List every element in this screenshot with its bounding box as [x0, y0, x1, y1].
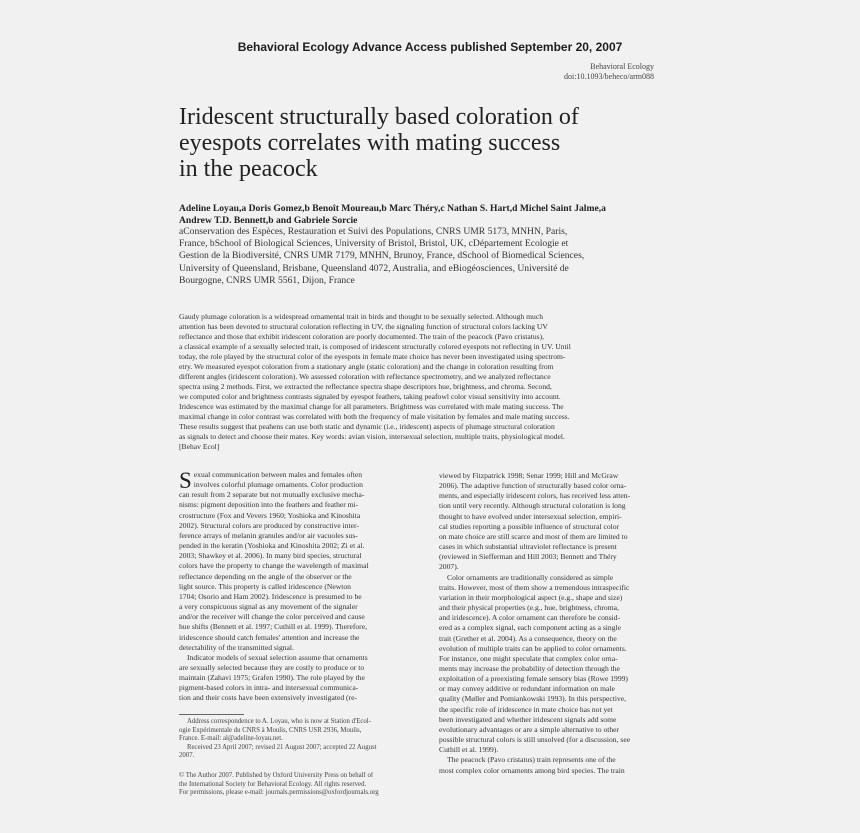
body-line: pigment-based colors in intra- and intersexual communica-	[179, 683, 359, 693]
body-line: and/or the receiver will change the color perceived and cause	[179, 612, 365, 622]
footnote-line: 2007.	[179, 752, 195, 760]
abstract-line: Gaudy plumage coloration is a widespread ornamental trait in birds and thought to be sexually selected. Although much	[179, 312, 543, 321]
journal-name: Behavioral Ecology	[590, 62, 654, 71]
author-list	[179, 203, 679, 227]
title-line: eyespots correlates with mating success	[179, 130, 561, 156]
body-line: 2006). The adaptive function of structurally based color orna-	[439, 481, 627, 491]
body-line: light source. This property is called iridescence (Newton	[179, 581, 351, 591]
title-line: Iridescent structurally based coloration of	[179, 104, 579, 130]
affiliation-line: University of Queensland, Brisbane, Queensland 4072, Australia, and eBiogéosciences, Université de	[179, 262, 569, 274]
abstract-line: maximal change in color contrast was correlated with both the frequency of male visitation by females and male mating success.	[179, 412, 570, 421]
abstract-line: today, the role played by the structural color of the eyespots in female mate choice has never been investigated using spectrom-	[179, 352, 566, 361]
body-line: cases in which substantial ultraviolet reflectance is present	[439, 542, 617, 552]
body-line: quality (Møller and Pomiankowski 1993). In this perspective,	[439, 694, 627, 704]
body-line: pended in the keratin (Yoshioka and Kinoshita 2002; Zi et al.	[179, 541, 365, 551]
affiliation-line: Bourgogne, CNRS UMR 5561, Dijon, France	[179, 274, 355, 286]
affiliation-line: Gestion de la Biodiversité, CNRS UMR 7179, MNHN, Brunoy, France, dSchool of Biomedical Sciences,	[179, 250, 585, 262]
body-line: ments may increase the probability of detection through the	[439, 663, 620, 673]
body-line: and their physical properties (e.g., hue, brightness, chroma,	[439, 603, 619, 613]
affiliations	[179, 226, 679, 287]
footnote-line: Received 23 April 2007; revised 21 August 2007; accepted 22 August	[187, 743, 377, 751]
body-line: involves colorful plumage ornaments. Color production	[193, 480, 363, 490]
body-line: (reviewed in Siefferman and Hill 2003; Bennett and Théry	[439, 552, 617, 562]
abstract-line: Iridescence was estimated by the maximal change for all parameters. Brightness was correlated with male mating success. The	[179, 402, 564, 411]
body-line: For instance, one might speculate that complex color orna-	[439, 653, 618, 663]
footnote-line: For permissions, please e-mail: journals.permissions@oxfordjournals.org	[179, 789, 379, 797]
abstract-line: [Behav Ecol]	[179, 442, 220, 451]
body-line: tion and their costs have been extensively investigated (re-	[179, 693, 357, 703]
abstract-line: etry. We measured eyespot coloration from a stationary angle (static coloration) and the change in coloration resulting from	[179, 362, 554, 371]
body-line: ered as a complex signal, each component acting as a single	[439, 623, 621, 633]
footnote-line: Address correspondence to A. Loyau, who is now at Station d'Ecol-	[187, 718, 371, 725]
abstract-line: as signals to detect and choose their mates. Key words: avian vision, intersexual selection, multiple traits, physiological model.	[179, 432, 565, 441]
abstract-line: a classical example of a sexually selected trait, is composed of iridescent structurally colored eyespots not reflecting in UV. Until	[179, 342, 571, 351]
body-line: on mate choice are still scarce and most of them are limited to	[439, 531, 628, 541]
body-line: tion until very recently. Although structural coloration is long	[439, 501, 626, 511]
abstract-line: These results suggest that peahens can use both static and dynamic (i.e., iridescent) aspects of plumage structural coloration	[179, 422, 555, 431]
body-line: reflectance depending on the angle of the observer or the	[179, 571, 352, 581]
body-line: iridescence should catch females' attention and increase the	[179, 632, 360, 642]
body-line: Cuthill et al. 1999).	[439, 745, 499, 755]
footnote-divider	[179, 714, 244, 715]
abstract	[179, 312, 683, 452]
copyright-footnote	[179, 772, 424, 798]
author-line: Adeline Loyau,a Doris Gomez,b Benoît Moureau,b Marc Théry,c Nathan S. Hart,d Michel Saint Jalme,a	[179, 203, 606, 214]
body-line: a very conspicuous signal as any movement of the signaler	[179, 602, 358, 612]
body-line: 2003; Shawkey et al. 2006). In many bird species, structural	[179, 551, 362, 561]
body-line: cal studies reporting a possible influence of structural color	[439, 521, 620, 531]
body-line: ference arrays of melanin granules and/or air vacuoles sus-	[179, 530, 358, 540]
correspondence-footnote	[179, 718, 424, 761]
footnote-line: ogie Expérimentale du CNRS à Moulis, CNRS USR 2936, Moulis,	[179, 726, 362, 734]
body-line: most complex color ornaments among bird species. The train	[439, 765, 625, 775]
body-line: ments, and especially iridescent colors, has received less atten-	[439, 491, 631, 501]
body-line: viewed by Fitzpatrick 1998; Senar 1999; Hill and McGraw	[439, 471, 619, 480]
body-line: exual communication between males and females often	[193, 470, 363, 479]
body-line: colors have the property to change the wavelength of maximal	[179, 561, 369, 571]
body-line: the specific role of iridescence in mate choice has not yet	[439, 704, 613, 714]
abstract-line: spectra using 2 methods. First, we extracted the reflectance spectra shape descriptors hue, brightness, and chroma. Second,	[179, 382, 552, 391]
body-line: trait (Grether et al. 2004). As a consequence, theory on the	[439, 633, 617, 643]
body-line: can result from 2 separate but not mutually exclusive mecha-	[179, 490, 365, 500]
footnote-line: the International Society for Behavioral Ecology. All rights reserved.	[179, 780, 367, 788]
abstract-line: different angles (iridescent coloration). We assessed coloration with reflectance spectrometry, and we analyzed reflectance	[179, 372, 551, 381]
title-line: in the peacock	[179, 156, 318, 182]
body-line: are sexually selected because they are costly to produce or to	[179, 662, 365, 672]
body-line: nisms: pigment deposition into the feathers and feather mi-	[179, 500, 359, 510]
body-line: Color ornaments are traditionally considered as simple	[447, 572, 614, 582]
body-line: 2002). Structural colors are produced by constructive inter-	[179, 520, 359, 530]
body-column-left	[179, 470, 424, 704]
abstract-line: we computed color and brightness contrasts signaled by eyespot feathers, taking peafowl color visual sensitivity into account.	[179, 392, 561, 401]
body-line: hue shifts (Bennett et al. 1997; Cuthill et al. 1999). Therefore,	[179, 622, 367, 632]
body-line: or may convey additive or redundant information on male	[439, 684, 615, 694]
body-line: and iridescence). A color ornament can therefore be consid-	[439, 613, 621, 623]
body-line: The peacock (Pavo cristatus) train represents one of the	[447, 755, 616, 765]
body-line: been investigated and whether iridescent signals add some	[439, 714, 617, 724]
body-line: thought to have evolved under intersexual selection, empiri-	[439, 511, 622, 521]
footnote-line: France. E-mail: al@adeline-loyau.net.	[179, 735, 283, 743]
body-column-right	[439, 471, 684, 776]
body-line: evolutionary advantages or are a simple alternative to other	[439, 724, 620, 734]
body-line: exploitation of a preexisting female sensory bias (Rowe 1999)	[439, 674, 628, 684]
journal-info	[564, 62, 654, 82]
article-title	[179, 104, 679, 182]
body-line: evolution of multiple traits can be applied to color ornaments.	[439, 643, 627, 653]
advance-access-banner: Behavioral Ecology Advance Access published September 20, 2007	[237, 40, 623, 54]
body-line: 1704; Osorio and Ham 2002). Iridescence is presumed to be	[179, 591, 362, 601]
footnote-line: © The Author 2007. Published by Oxford University Press on behalf of	[179, 772, 374, 779]
affiliation-line: France, bSchool of Biological Sciences, University of Bristol, Bristol, UK, cDépartement Ecologie et	[179, 238, 569, 250]
body-line: traits. However, most of them show a tremendous intraspecific	[439, 582, 630, 592]
doi: doi:10.1093/beheco/arm088	[564, 72, 654, 81]
abstract-line: reflectance and those that exhibit iridescent coloration are poorly documented. The train of the peacock (Pavo cristatus),	[179, 332, 545, 341]
abstract-line: attention has been devoted to structural coloration reflecting in UV, the signaling function of structural colors lacking UV	[179, 322, 548, 331]
body-line: crostructure (Fox and Vevers 1960; Yoshioka and Kinoshita	[179, 510, 361, 520]
author-line: Andrew T.D. Bennett,b and Gabriele Sorcie	[179, 215, 358, 226]
body-line: maintain (Zahavi 1975; Grafen 1990). The role played by the	[179, 673, 365, 683]
body-line: Indicator models of sexual selection assume that ornaments	[187, 652, 368, 662]
body-line: variation in their morphological aspect (e.g., shape and size)	[439, 592, 623, 602]
affiliation-line: aConservation des Espèces, Restauration et Suivi des Populations, CNRS UMR 5173, MNHN, Paris,	[179, 226, 568, 237]
drop-cap: S	[179, 468, 192, 493]
body-line: 2007).	[439, 562, 459, 572]
body-line: possible structural colors is still unsolved (for a discussion, see	[439, 735, 631, 745]
body-line: detectability of the transmitted signal.	[179, 642, 294, 652]
